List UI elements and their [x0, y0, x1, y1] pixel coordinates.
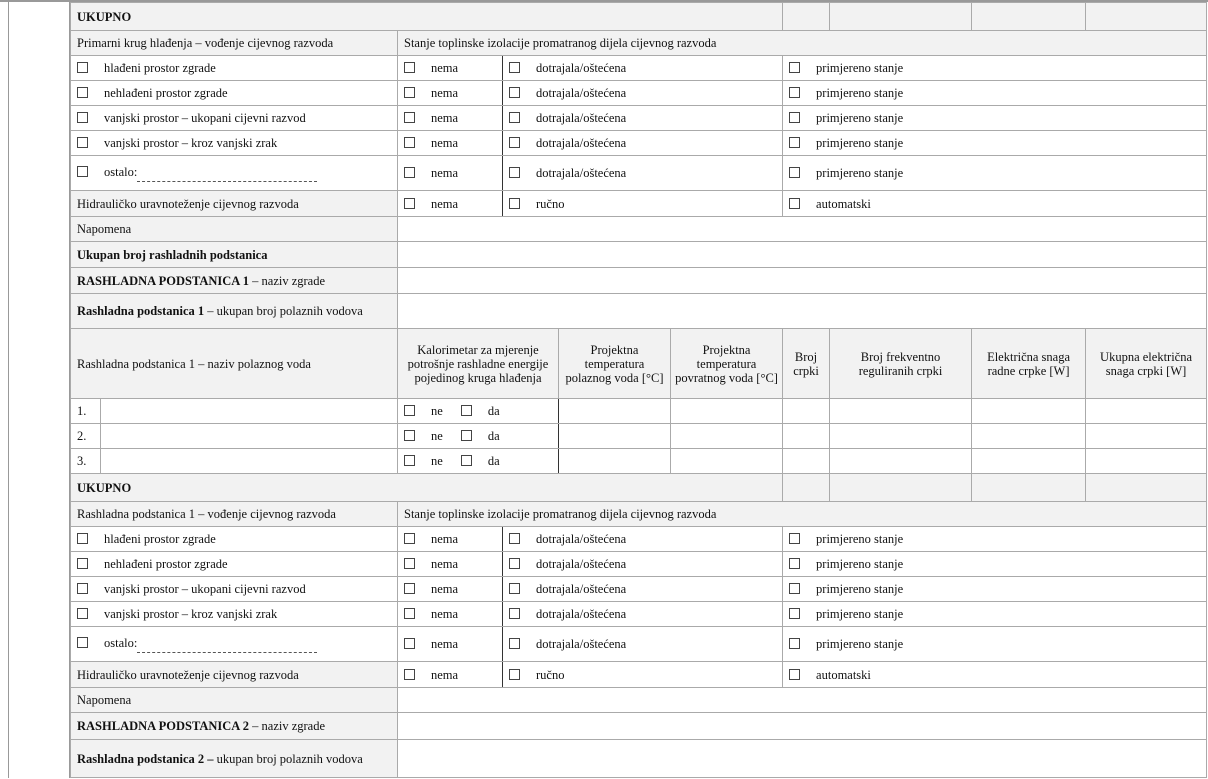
checkbox[interactable]	[509, 198, 520, 209]
location-row	[71, 81, 1207, 106]
balancing-manual[interactable]	[503, 662, 783, 688]
value-cell[interactable]	[1086, 424, 1207, 449]
damaged-label: dotrajala/oštećena	[536, 582, 627, 596]
value-cell[interactable]	[830, 399, 972, 424]
substation-name-rest: – naziv zgrade	[249, 273, 326, 288]
row-number: 2.	[71, 424, 101, 449]
insulation-adequate[interactable]	[783, 106, 1207, 131]
balancing-row	[71, 191, 1207, 217]
meter-choice[interactable]	[398, 399, 559, 424]
substation-name-row	[71, 268, 1207, 294]
adequate-label: primjereno stanje	[816, 136, 904, 150]
routing-header-row	[71, 31, 1207, 56]
checkbox[interactable]	[789, 167, 800, 178]
insulation-damaged[interactable]	[503, 527, 783, 552]
insulation-none[interactable]	[398, 81, 503, 106]
damaged-label: dotrajala/oštećena	[536, 607, 627, 621]
insulation-none[interactable]	[398, 131, 503, 156]
note-row	[71, 688, 1207, 713]
checkbox[interactable]	[77, 533, 88, 544]
pump-row	[71, 399, 1207, 424]
insulation-none[interactable]	[398, 602, 503, 627]
checkbox[interactable]	[789, 112, 800, 123]
damaged-label: dotrajala/oštećena	[536, 61, 627, 75]
location-row	[71, 627, 1207, 662]
none-label: nema	[431, 667, 459, 682]
insulation-adequate[interactable]	[783, 602, 1207, 627]
routing-header-row	[71, 502, 1207, 527]
checkbox[interactable]	[461, 430, 472, 441]
manual-label: ručno	[536, 667, 565, 682]
checkbox[interactable]	[404, 405, 415, 416]
adequate-label: primjereno stanje	[816, 557, 904, 571]
insulation-damaged[interactable]	[503, 156, 783, 191]
checkbox[interactable]	[404, 112, 415, 123]
damaged-label: dotrajala/oštećena	[536, 111, 627, 125]
checkbox[interactable]	[789, 583, 800, 594]
line-name-field[interactable]	[101, 424, 398, 449]
lines-label: Rashladna podstanica 1 – naziv polaznog voda	[71, 329, 398, 399]
note-field[interactable]	[398, 688, 1207, 713]
damaged-label: dotrajala/oštećena	[536, 557, 627, 571]
checkbox[interactable]	[404, 558, 415, 569]
total-label: UKUPNO	[77, 480, 132, 495]
location-row	[71, 602, 1207, 627]
insulation-damaged[interactable]	[503, 131, 783, 156]
meter-choice[interactable]	[398, 424, 559, 449]
insulation-none[interactable]	[398, 56, 503, 81]
substation-name-row	[71, 713, 1207, 740]
column-header: Električna snaga radne crpke [W]	[972, 329, 1086, 399]
location-label: ostalo:	[104, 164, 138, 179]
value-cell[interactable]	[1086, 449, 1207, 474]
adequate-label: primjereno stanje	[816, 86, 904, 100]
value-cell[interactable]	[671, 449, 783, 474]
meter-choice[interactable]	[398, 449, 559, 474]
location-label: hlađeni prostor zgrade	[104, 61, 216, 75]
location-row	[71, 56, 1207, 81]
manual-label: ručno	[536, 196, 565, 211]
checkbox[interactable]	[404, 533, 415, 544]
total-row	[71, 474, 1207, 502]
checkbox[interactable]	[789, 558, 800, 569]
checkbox[interactable]	[77, 637, 88, 648]
checkbox[interactable]	[509, 137, 520, 148]
checkbox[interactable]	[404, 669, 415, 680]
checkbox[interactable]	[789, 533, 800, 544]
checkbox[interactable]	[509, 608, 520, 619]
checkbox[interactable]	[509, 638, 520, 649]
checkbox[interactable]	[509, 533, 520, 544]
location-option[interactable]	[71, 106, 398, 131]
location-option[interactable]	[71, 56, 398, 81]
balancing-row	[71, 662, 1207, 688]
other-fill-line[interactable]	[137, 181, 317, 182]
checkbox[interactable]	[509, 558, 520, 569]
value-cell[interactable]	[559, 424, 671, 449]
pump-row	[71, 449, 1207, 474]
checkbox[interactable]	[404, 638, 415, 649]
no-label: ne	[431, 454, 443, 468]
insulation-none[interactable]	[398, 527, 503, 552]
column-header: Ukupna električna snaga crpki [W]	[1086, 329, 1207, 399]
location-option[interactable]	[71, 602, 398, 627]
damaged-label: dotrajala/oštećena	[536, 532, 627, 546]
insulation-adequate[interactable]	[783, 552, 1207, 577]
substations-total-row	[71, 242, 1207, 268]
checkbox[interactable]	[509, 167, 520, 178]
checkbox[interactable]	[404, 87, 415, 98]
note-field[interactable]	[398, 217, 1207, 242]
location-option[interactable]	[71, 81, 398, 106]
total-cell[interactable]	[1086, 474, 1207, 502]
insulation-adequate[interactable]	[783, 156, 1207, 191]
location-option[interactable]	[71, 552, 398, 577]
balancing-none[interactable]	[398, 662, 503, 688]
column-header: Kalorimetar za mjerenje potrošnje rashladne energije pojedinog kruga hlađenja	[398, 329, 559, 399]
checkbox[interactable]	[77, 166, 88, 177]
location-label: vanjski prostor – ukopani cijevni razvod	[104, 111, 306, 125]
location-label: nehlađeni prostor zgrade	[104, 557, 228, 571]
insulation-damaged[interactable]	[503, 552, 783, 577]
line-count-bold: Rashladna podstanica 2 –	[77, 751, 214, 766]
insulation-adequate[interactable]	[783, 577, 1207, 602]
insulation-label: Stanje toplinske izolacije promatranog dijela cijevnog razvoda	[398, 502, 1207, 527]
value-cell[interactable]	[972, 424, 1086, 449]
location-row	[71, 156, 1207, 191]
checkbox[interactable]	[77, 558, 88, 569]
insulation-damaged[interactable]	[503, 56, 783, 81]
none-label: nema	[431, 582, 459, 596]
none-label: nema	[431, 196, 459, 211]
column-header: Projektna temperatura polaznog voda [°C]	[559, 329, 671, 399]
location-label: vanjski prostor – kroz vanjski zrak	[104, 136, 278, 150]
checkbox[interactable]	[789, 198, 800, 209]
note-row	[71, 217, 1207, 242]
checkbox[interactable]	[77, 62, 88, 73]
value-cell[interactable]	[671, 399, 783, 424]
column-header: Projektna temperatura povratnog voda [°C]	[671, 329, 783, 399]
value-cell[interactable]	[1086, 399, 1207, 424]
damaged-label: dotrajala/oštećena	[536, 136, 627, 150]
none-label: nema	[431, 532, 459, 546]
value-cell[interactable]	[830, 449, 972, 474]
checkbox[interactable]	[789, 608, 800, 619]
pump-row	[71, 424, 1207, 449]
no-label: ne	[431, 404, 443, 418]
checkbox[interactable]	[404, 583, 415, 594]
location-row	[71, 577, 1207, 602]
location-row	[71, 131, 1207, 156]
column-header: Broj frekventno reguliranih crpki	[830, 329, 972, 399]
none-label: nema	[431, 61, 459, 75]
value-cell[interactable]	[559, 399, 671, 424]
none-label: nema	[431, 166, 459, 180]
adequate-label: primjereno stanje	[816, 111, 904, 125]
damaged-label: dotrajala/oštećena	[536, 86, 627, 100]
checkbox[interactable]	[461, 455, 472, 466]
checkbox[interactable]	[77, 87, 88, 98]
insulation-none[interactable]	[398, 106, 503, 131]
insulation-adequate[interactable]	[783, 81, 1207, 106]
balancing-label: Hidrauličko uravnoteženje cijevnog razvoda	[71, 191, 398, 217]
note-label: Napomena	[71, 688, 398, 713]
balancing-none[interactable]	[398, 191, 503, 217]
checkbox[interactable]	[789, 669, 800, 680]
adequate-label: primjereno stanje	[816, 607, 904, 621]
adequate-label: primjereno stanje	[816, 582, 904, 596]
total-cell[interactable]	[830, 474, 972, 502]
location-option[interactable]	[71, 131, 398, 156]
note-label: Napomena	[71, 217, 398, 242]
balancing-label: Hidrauličko uravnoteženje cijevnog razvoda	[71, 662, 398, 688]
checkbox[interactable]	[461, 405, 472, 416]
routing-label: Rashladna podstanica 1 – vođenje cijevnog razvoda	[71, 502, 398, 527]
automatic-label: automatski	[816, 196, 871, 211]
location-label: nehlađeni prostor zgrade	[104, 86, 228, 100]
checkbox[interactable]	[509, 583, 520, 594]
location-label: ostalo:	[104, 635, 138, 650]
checkbox[interactable]	[509, 112, 520, 123]
checkbox[interactable]	[509, 669, 520, 680]
total-cell[interactable]	[783, 3, 830, 31]
substation-name-rest: – naziv zgrade	[249, 719, 326, 733]
none-label: nema	[431, 557, 459, 571]
insulation-none[interactable]	[398, 627, 503, 662]
value-cell[interactable]	[783, 449, 830, 474]
balancing-manual[interactable]	[503, 191, 783, 217]
line-name-field[interactable]	[101, 449, 398, 474]
checkbox[interactable]	[404, 455, 415, 466]
total-cell[interactable]	[1086, 3, 1207, 31]
damaged-label: dotrajala/oštećena	[536, 637, 627, 651]
none-label: nema	[431, 136, 459, 150]
location-option[interactable]	[71, 577, 398, 602]
checkbox[interactable]	[404, 167, 415, 178]
column-header: Broj crpki	[783, 329, 830, 399]
checkbox[interactable]	[509, 62, 520, 73]
adequate-label: primjereno stanje	[816, 532, 904, 546]
balancing-automatic[interactable]	[783, 662, 1207, 688]
none-label: nema	[431, 637, 459, 651]
total-cell[interactable]	[783, 474, 830, 502]
substations-total-label: Ukupan broj rashladnih podstanica	[77, 247, 268, 262]
total-cell[interactable]	[972, 474, 1086, 502]
location-option[interactable]	[71, 527, 398, 552]
line-count-rest: – ukupan broj polaznih vodova	[204, 304, 363, 318]
substation-name-field[interactable]	[398, 713, 1207, 740]
line-count-bold: Rashladna podstanica 1	[77, 304, 205, 318]
insulation-adequate[interactable]	[783, 627, 1207, 662]
line-count-field[interactable]	[398, 294, 1207, 329]
insulation-damaged[interactable]	[503, 81, 783, 106]
yes-label: da	[487, 429, 500, 443]
location-option[interactable]	[71, 627, 398, 662]
value-cell[interactable]	[783, 399, 830, 424]
row-number: 3.	[71, 449, 101, 474]
checkbox[interactable]	[404, 137, 415, 148]
yes-label: da	[487, 454, 500, 468]
checkbox[interactable]	[509, 87, 520, 98]
automatic-label: automatski	[816, 667, 871, 682]
value-cell[interactable]	[972, 399, 1086, 424]
insulation-damaged[interactable]	[503, 577, 783, 602]
checkbox[interactable]	[789, 62, 800, 73]
total-row	[71, 3, 1207, 31]
insulation-adequate[interactable]	[783, 527, 1207, 552]
checkbox[interactable]	[77, 583, 88, 594]
substation-name-bold: RASHLADNA PODSTANICA 1	[77, 273, 250, 288]
value-cell[interactable]	[783, 424, 830, 449]
checkbox[interactable]	[404, 62, 415, 73]
none-label: nema	[431, 111, 459, 125]
line-count-row	[71, 294, 1207, 329]
insulation-damaged[interactable]	[503, 602, 783, 627]
adequate-label: primjereno stanje	[816, 61, 904, 75]
location-row	[71, 527, 1207, 552]
insulation-label: Stanje toplinske izolacije promatranog dijela cijevnog razvoda	[398, 31, 1207, 56]
checkbox[interactable]	[77, 137, 88, 148]
routing-label: Primarni krug hlađenja – vođenje cijevnog razvoda	[71, 31, 398, 56]
checkbox[interactable]	[789, 137, 800, 148]
adequate-label: primjereno stanje	[816, 637, 904, 651]
insulation-none[interactable]	[398, 577, 503, 602]
checkbox[interactable]	[77, 608, 88, 619]
location-row	[71, 106, 1207, 131]
left-margin-column	[8, 2, 70, 778]
location-option[interactable]	[71, 156, 398, 191]
location-row	[71, 552, 1207, 577]
line-name-field[interactable]	[101, 399, 398, 424]
other-fill-line[interactable]	[137, 652, 317, 653]
insulation-none[interactable]	[398, 156, 503, 191]
balancing-automatic[interactable]	[783, 191, 1207, 217]
no-label: ne	[431, 429, 443, 443]
line-count-row	[71, 740, 1207, 778]
checkbox[interactable]	[404, 198, 415, 209]
none-label: nema	[431, 607, 459, 621]
value-cell[interactable]	[559, 449, 671, 474]
checkbox[interactable]	[404, 608, 415, 619]
total-cell[interactable]	[830, 3, 972, 31]
cooling-distribution-form	[70, 2, 1207, 778]
pump-header-row	[71, 329, 1207, 399]
checkbox[interactable]	[77, 112, 88, 123]
insulation-adequate[interactable]	[783, 131, 1207, 156]
substation-name-field[interactable]	[398, 268, 1207, 294]
line-count-rest: ukupan broj polaznih vodova	[213, 751, 363, 766]
row-number: 1.	[71, 399, 101, 424]
location-label: hlađeni prostor zgrade	[104, 532, 216, 546]
adequate-label: primjereno stanje	[816, 166, 904, 180]
insulation-adequate[interactable]	[783, 56, 1207, 81]
checkbox[interactable]	[789, 638, 800, 649]
substations-total-field[interactable]	[398, 242, 1207, 268]
location-label: vanjski prostor – kroz vanjski zrak	[104, 607, 278, 621]
value-cell[interactable]	[972, 449, 1086, 474]
value-cell[interactable]	[671, 424, 783, 449]
insulation-none[interactable]	[398, 552, 503, 577]
substation-name-bold: RASHLADNA PODSTANICA 2	[77, 719, 250, 733]
location-label: vanjski prostor – ukopani cijevni razvod	[104, 582, 306, 596]
total-label: UKUPNO	[77, 9, 132, 24]
insulation-damaged[interactable]	[503, 106, 783, 131]
damaged-label: dotrajala/oštećena	[536, 166, 627, 180]
line-count-field[interactable]	[398, 740, 1207, 778]
value-cell[interactable]	[830, 424, 972, 449]
insulation-damaged[interactable]	[503, 627, 783, 662]
checkbox[interactable]	[789, 87, 800, 98]
checkbox[interactable]	[404, 430, 415, 441]
none-label: nema	[431, 86, 459, 100]
total-cell[interactable]	[972, 3, 1086, 31]
yes-label: da	[487, 404, 500, 418]
